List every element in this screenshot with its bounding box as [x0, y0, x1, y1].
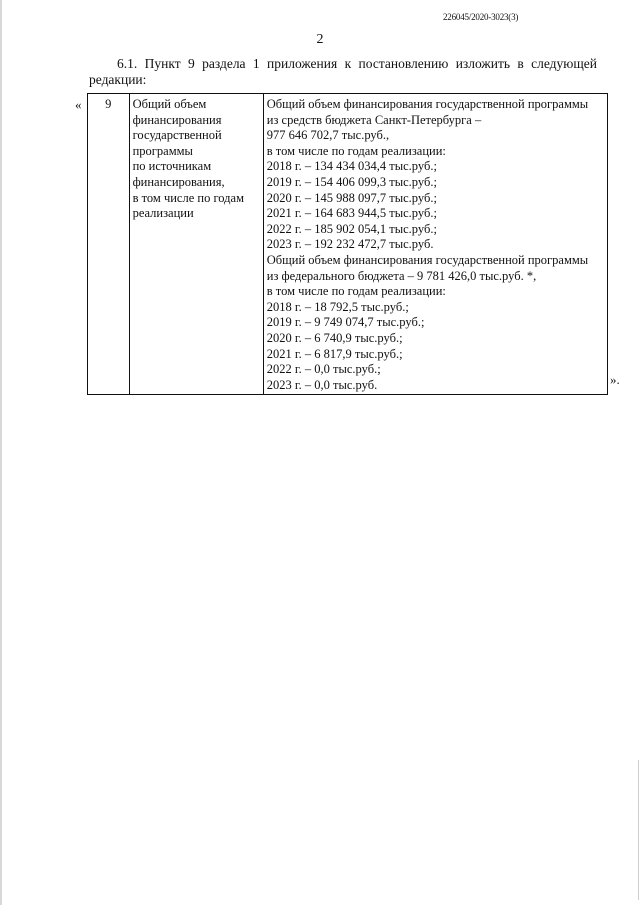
value-line: 2021 г. – 6 817,9 тыс.руб.; [266, 346, 403, 361]
table-row [88, 94, 608, 395]
name-line: реализации [132, 206, 194, 221]
row-value-cell [263, 94, 607, 395]
value-line: из средств бюджета Санкт-Петербурга – [266, 112, 482, 127]
value-line: 2018 г. – 134 434 034,4 тыс.руб.; [266, 159, 437, 174]
row-name-cell [129, 94, 263, 395]
value-line: в том числе по годам реализации: [266, 284, 446, 299]
value-line: из федерального бюджета – 9 781 426,0 тыс.руб. *, [266, 268, 537, 283]
value-line: Общий объем финансирования государственной программы [266, 252, 589, 267]
scan-right-edge [638, 760, 639, 900]
value-line: 2020 г. – 6 740,9 тыс.руб.; [266, 330, 403, 345]
value-line: 2022 г. – 0,0 тыс.руб.; [266, 362, 381, 377]
scan-left-edge [0, 0, 2, 905]
amendment-paragraph: 6.1. Пункт 9 раздела 1 приложения к постановлению изложить в следующей редакции: [89, 56, 597, 87]
value-line: 2020 г. – 145 988 097,7 тыс.руб.; [266, 190, 437, 205]
name-line: программы [132, 143, 193, 158]
value-line: 2018 г. – 18 792,5 тыс.руб.; [266, 299, 409, 314]
value-line: 2019 г. – 9 749 074,7 тыс.руб.; [266, 315, 425, 330]
closing-quote: ». [610, 372, 620, 387]
financing-table [87, 93, 608, 395]
name-line: финансирования, [132, 174, 225, 189]
value-line: в том числе по годам реализации: [266, 143, 446, 158]
value-line: 2019 г. – 154 406 099,3 тыс.руб.; [266, 174, 437, 189]
name-line: Общий объем [132, 97, 207, 111]
value-line: 2023 г. – 0,0 тыс.руб. [266, 377, 378, 392]
value-line: 2022 г. – 185 902 054,1 тыс.руб.; [266, 221, 437, 236]
opening-quote: « [75, 97, 82, 112]
name-line: по источникам [132, 159, 212, 174]
row-number-cell: 9 [88, 94, 130, 395]
value-line: 2023 г. – 192 232 472,7 тыс.руб. [266, 237, 434, 252]
name-line: финансирования [132, 112, 222, 127]
name-line: в том числе по годам [132, 190, 244, 205]
document-number: 226045/2020-3023(3) [443, 12, 519, 22]
value-line: 977 646 702,7 тыс.руб., [266, 128, 390, 143]
name-line: государственной [132, 128, 222, 143]
value-line: Общий объем финансирования государственной программы [266, 97, 589, 111]
value-line: 2021 г. – 164 683 944,5 тыс.руб.; [266, 206, 437, 221]
page-number: 2 [316, 32, 324, 47]
